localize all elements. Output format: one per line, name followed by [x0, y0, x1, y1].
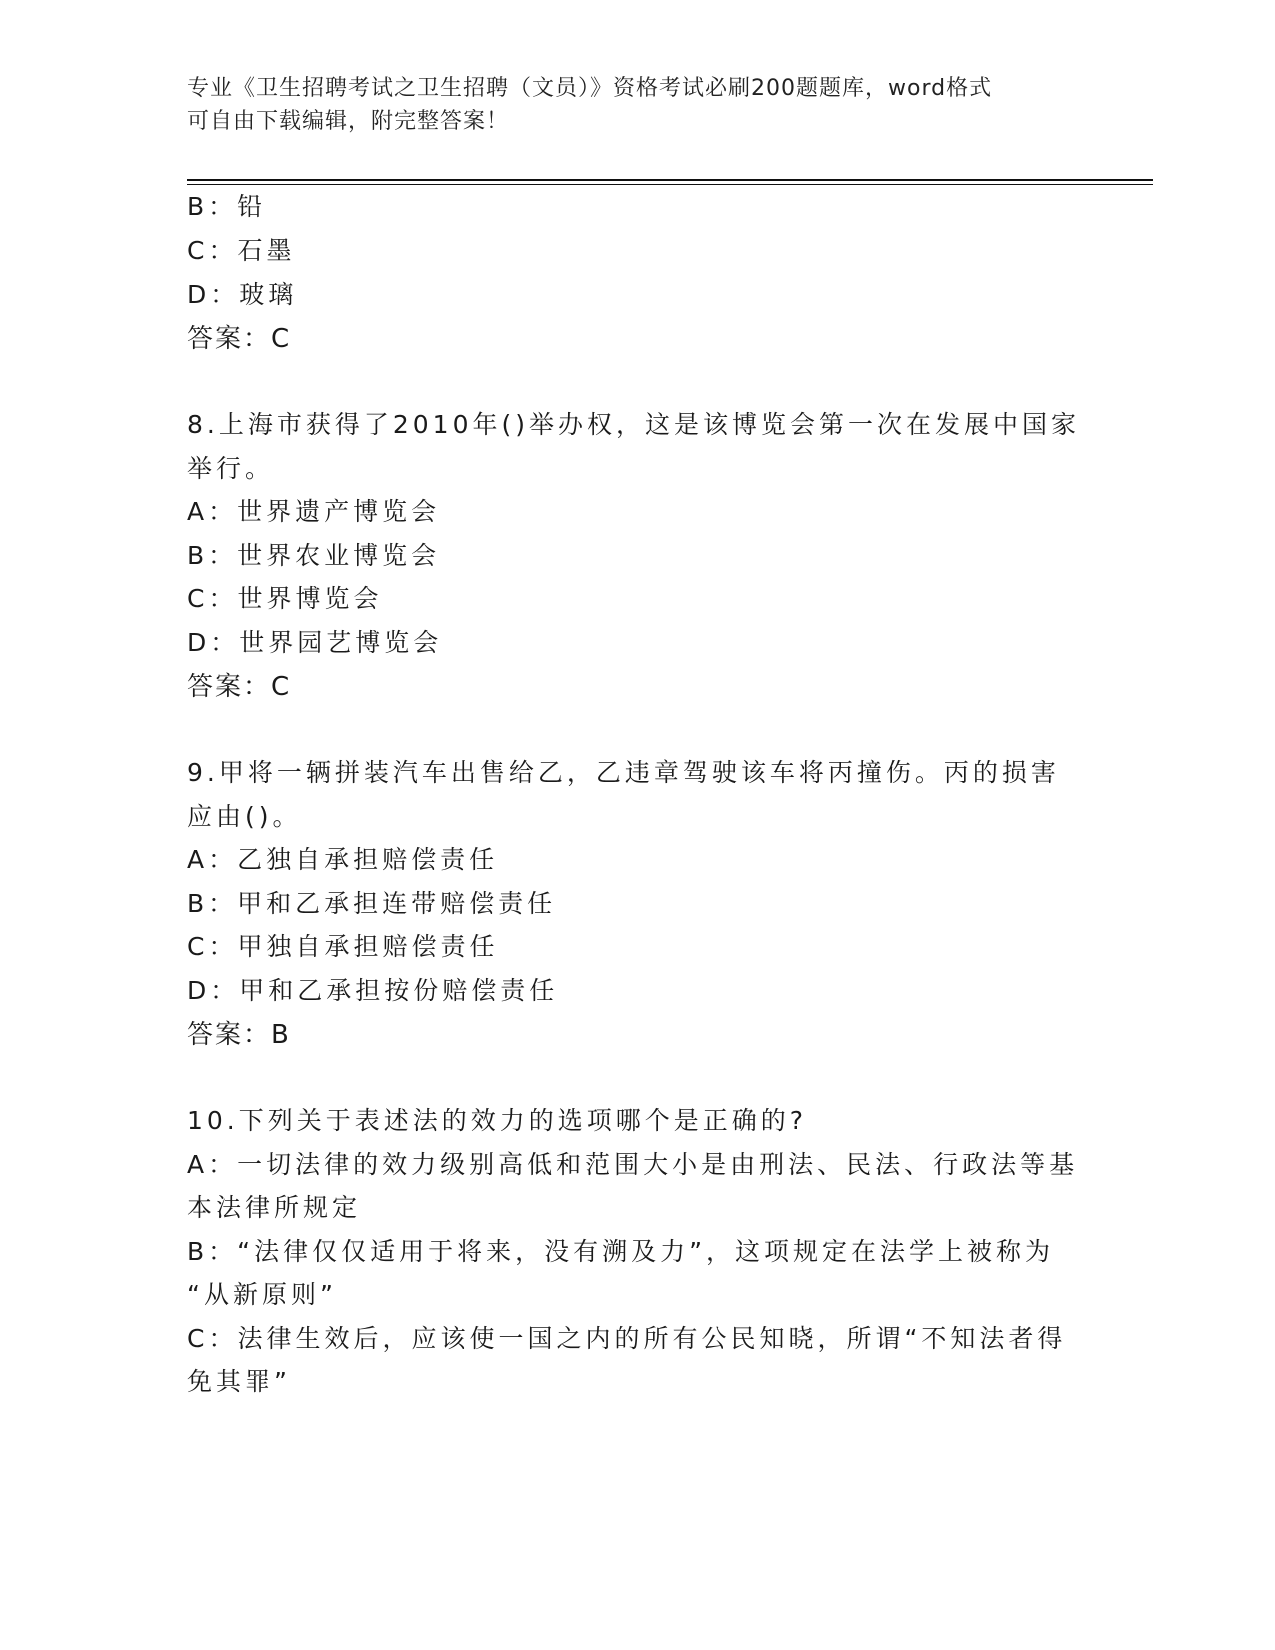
q10-option-c-line2: 免其罪” — [187, 1367, 291, 1396]
q10-option-b-line1: B：“法律仅仅适用于将来，没有溯及力”，这项规定在法学上被称为 — [187, 1237, 1055, 1266]
q7-option-c: C：石墨 — [187, 236, 296, 265]
q10-option-c-line1: C：法律生效后，应该使一国之内的所有公民知晓，所谓“不知法者得 — [187, 1324, 1067, 1353]
q10-option-a-line1: A：一切法律的效力级别高低和范围大小是由刑法、民法、行政法等基 — [187, 1150, 1079, 1179]
q9-stem-line1: 9.甲将一辆拼装汽车出售给乙，乙违章驾驶该车将丙撞伤。丙的损害 — [187, 758, 1060, 787]
q7-option-b: B：铅 — [187, 192, 267, 221]
header-title-line2: 可自由下载编辑，附完整答案！ — [187, 109, 510, 134]
q8-option-c: C：世界博览会 — [187, 584, 383, 613]
q8-stem-line1: 8.上海市获得了2010年()举办权，这是该博览会第一次在发展中国家 — [187, 410, 1080, 439]
q9-option-d: D：甲和乙承担按份赔偿责任 — [187, 976, 559, 1005]
q10-option-a-line2: 本法律所规定 — [187, 1193, 362, 1222]
q9-answer: 答案：B — [187, 1020, 291, 1050]
q8-stem-line2: 举行。 — [187, 454, 275, 483]
page-header — [187, 72, 1067, 138]
q8-option-a: A：世界遗产博览会 — [187, 497, 441, 526]
q9-option-c: C：甲独自承担赔偿责任 — [187, 932, 499, 961]
q9-stem-line2: 应由()。 — [187, 802, 302, 831]
q7-option-d: D：玻璃 — [187, 280, 298, 309]
header-title-line1: 专业《卫生招聘考试之卫生招聘（文员）》资格考试必刷200题题库，word格式 — [187, 76, 993, 101]
q8-option-b: B：世界农业博览会 — [187, 541, 441, 570]
q8-answer: 答案：C — [187, 672, 292, 702]
q7-answer: 答案：C — [187, 324, 292, 354]
q10-stem: 10.下列关于表述法的效力的选项哪个是正确的? — [187, 1106, 808, 1135]
q8-option-d: D：世界园艺博览会 — [187, 628, 443, 657]
q9-option-b: B：甲和乙承担连带赔偿责任 — [187, 889, 557, 918]
header-divider — [187, 179, 1153, 185]
q9-option-a: A：乙独自承担赔偿责任 — [187, 845, 499, 874]
q10-option-b-line2: “从新原则” — [187, 1280, 337, 1309]
